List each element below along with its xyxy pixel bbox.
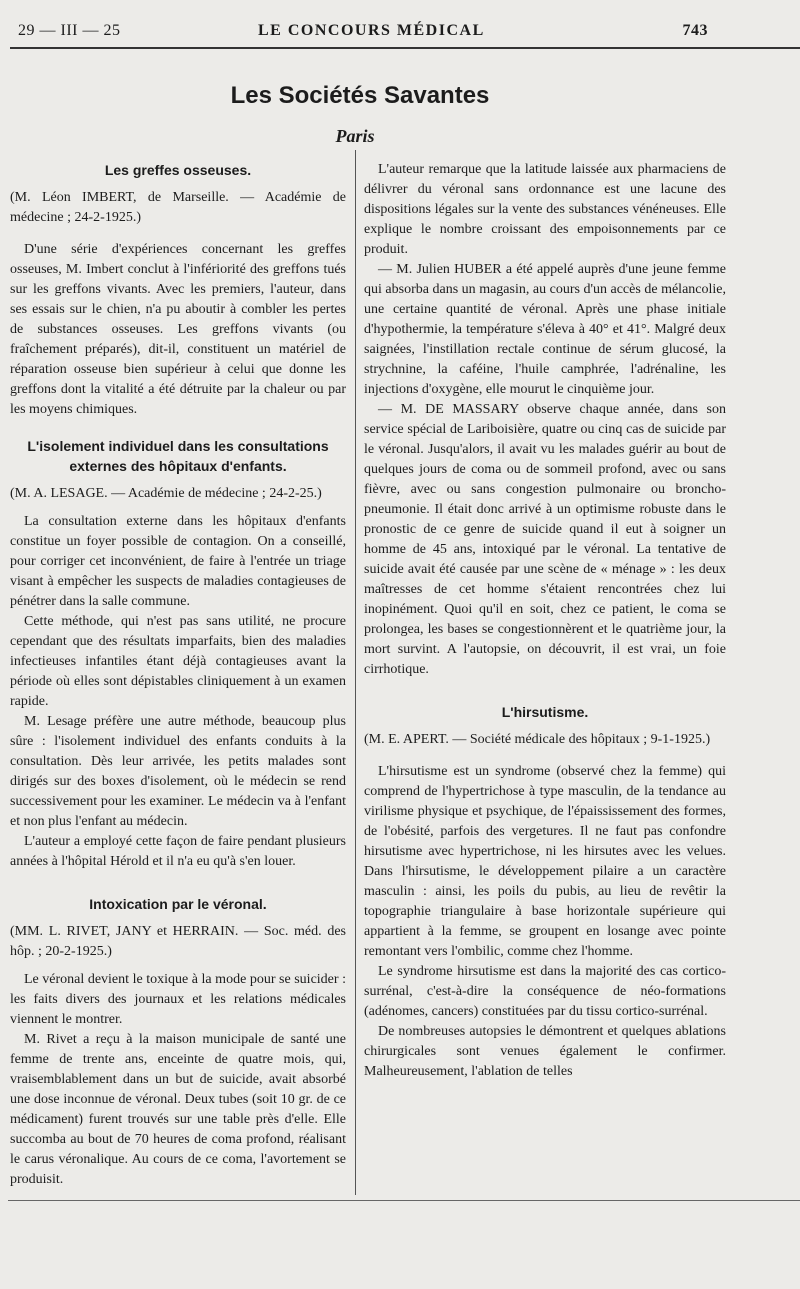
paragraph: Le véronal devient le toxique à la mode pour se suicider : les faits divers des journaux et les relations médicales viennent le montrer. <box>10 972 346 1027</box>
paragraph: D'une série d'expériences concernant les greffes osseuses, M. Imbert conclut à l'infériorité des greffons tués sur les greffons vivants. Avec les premiers, l'auteur, dans ses essais sur le chien, n'a pu aboutir à combler les pertes de substances osseuses. Les greffons vivants (ou fraîchement préparés), dit-il, constituent un matériel de réparation osseuse bien supérieur à celui que donne les greffons dont la vitalité a été détruite par la chaleur ou par les moyens chimiques. <box>10 242 346 417</box>
paragraph: M. Lesage préfère une autre méthode, beaucoup plus sûre : l'isolement individuel des enfants conduits à la consultation. Dès leur arrivée, les petits malades sont dirigés sur des boxes d'isolement, où le médecin se rend successivement pour les examiner. Le médecin va à l'enfant et non plus l'enfant au médecin. <box>10 714 346 829</box>
paragraph: De nombreuses autopsies le démontrent et quelques ablations chirurgicales sont venues également le confirmer. Malheureusement, l'ablation de telles <box>364 1024 726 1079</box>
paragraph: L'hirsutisme est un syndrome (observé chez la femme) qui comprend de l'hypertrichose à type masculin, de la tendance au virilisme physique et psychique, de l'épaississement des formes, de l'obésité, parfois des vergetures. Il ne faut pas confondre hirsutisme avec hypertrichose, ni les hirsutes avec les velues. Dans l'hirsutisme, le développement pilaire a un caractère masculin : ainsi, les poils du pubis, au lieu de revêtir la topographie triangulaire à base horizontale supérieure qui appartient à la femme, se groupent en losange avec pointe remontant vers l'ombilic, comme chez l'homme. <box>364 764 726 959</box>
section-title: Les Sociétés Savantes <box>230 82 490 109</box>
article-title-isolement: L'isolement individuel dans les consultations externes des hôpitaux d'enfants. <box>27 438 329 474</box>
journal-title: LE CONCOURS MÉDICAL <box>258 22 485 39</box>
page-number: 743 <box>682 22 708 39</box>
citation-rivet: (MM. L. RIVET, JANY et HERRAIN. — Soc. méd. des hôp. ; 20-2-1925.) <box>10 924 346 959</box>
paragraph: L'auteur a employé cette façon de faire pendant plusieurs années à l'hôpital Hérold et il n'a eu qu'à s'en louer. <box>10 834 346 869</box>
citation-lesage: (M. A. LESAGE. — Académie de médecine ; 24-2-25.) <box>10 486 322 501</box>
bottom-rule <box>8 1200 800 1201</box>
left-column <box>10 160 346 1190</box>
paragraph: — M. DE MASSARY observe chaque année, dans son service spécial de Lariboisière, quatre ou cinq cas de suicide par le véronal. Jusqu'alors, il avait vu les malades guérir au bout de quelques jours de coma ou de sommeil profond, avec ou sans fièvre, avec ou sans congestion pulmonaire ou broncho-pneumonie. Il était donc arrivé à un optimisme robuste dans le pronostic de ce genre de suicide quand il eut à soigner un homme de 45 ans, intoxiqué par le véronal. La tentative de suicide avait été causée par une scène de « ménage » : les deux maîtresses de cet homme s'étaient rencontrées chez lui inopinément. Quoi qu'il en soit, chez ce patient, le coma se prolongea, les bases se congestionnèrent et le quatrième jour, la mort survint. A l'autopsie, on découvrit, il est vrai, un foie cirrhotique. <box>364 402 726 677</box>
article-title-veronal: Intoxication par le véronal. <box>89 896 267 912</box>
paragraph: Cette méthode, qui n'est pas sans utilité, ne procure cependant que des résultats imparfaits, bien des maladies infectieuses infantiles étant déjà contagieuses avant la période où elles sont dépistables cliniquement à un examen rapide. <box>10 614 346 709</box>
paragraph: La consultation externe dans les hôpitaux d'enfants constitue un foyer possible de contagion. On a conseillé, pour corriger cet inconvénient, de faire à l'entrée un triage visant à empêcher les suspects de maladies contagieuses de pénétrer dans la salle commune. <box>10 514 346 609</box>
column-divider <box>355 150 356 1195</box>
paragraph: Le syndrome hirsutisme est dans la majorité des cas cortico-surrénal, c'est-à-dire la conséquence de néo-formations (adénomes, cancers) constituées par du tissu cortico-surrénal. <box>364 964 726 1019</box>
paragraph: — M. Julien HUBER a été appelé auprès d'une jeune femme qui absorba dans un magasin, au cours d'un accès de mélancolie, une certaine quantité de véronal. Après une phase initiale d'hypothermie, la température s'éleva à 40° et 41°. Malgré deux saignées, l'instillation rectale continue de sérum glucosé, la strychnine, la caféine, l'huile camphrée, l'adrénaline, les injections d'oxygène, elle mourut le cinquième jour. <box>364 262 726 397</box>
city-heading: Paris <box>335 126 375 146</box>
issue-date: 29 — III — 25 <box>18 22 121 39</box>
paragraph: M. Rivet a reçu à la maison municipale de santé une femme de trente ans, enceinte de quatre mois, qui, vraisemblablement dans un but de suicide, avait absorbé une dose inconnue de véronal. Deux tubes (soit 10 gr. de ce médicament) furent trouvés sur une table près d'elle. Elle succomba au bout de 70 heures de coma profond, réalisant le carus véronalique. Au cours de ce coma, l'avortement se produisit. <box>10 1032 346 1187</box>
article-title-greffes: Les greffes osseuses. <box>104 162 252 178</box>
running-head <box>18 22 708 48</box>
header-rule <box>10 47 800 49</box>
right-column <box>364 160 726 1082</box>
paragraph: L'auteur remarque que la latitude laissée aux pharmaciens de délivrer du véronal sans ordonnance est une lacune des dispositions légales sur la vente des substances vénéneuses. Elle explique le nombre croissant des empoisonnements par ce produit. <box>364 162 726 257</box>
citation-imbert: (M. Léon IMBERT, de Marseille. — Académie de médecine ; 24-2-1925.) <box>10 190 346 225</box>
citation-apert: (M. E. APERT. — Société médicale des hôpitaux ; 9-1-1925.) <box>364 732 711 747</box>
article-title-hirsutisme: L'hirsutisme. <box>501 704 589 720</box>
